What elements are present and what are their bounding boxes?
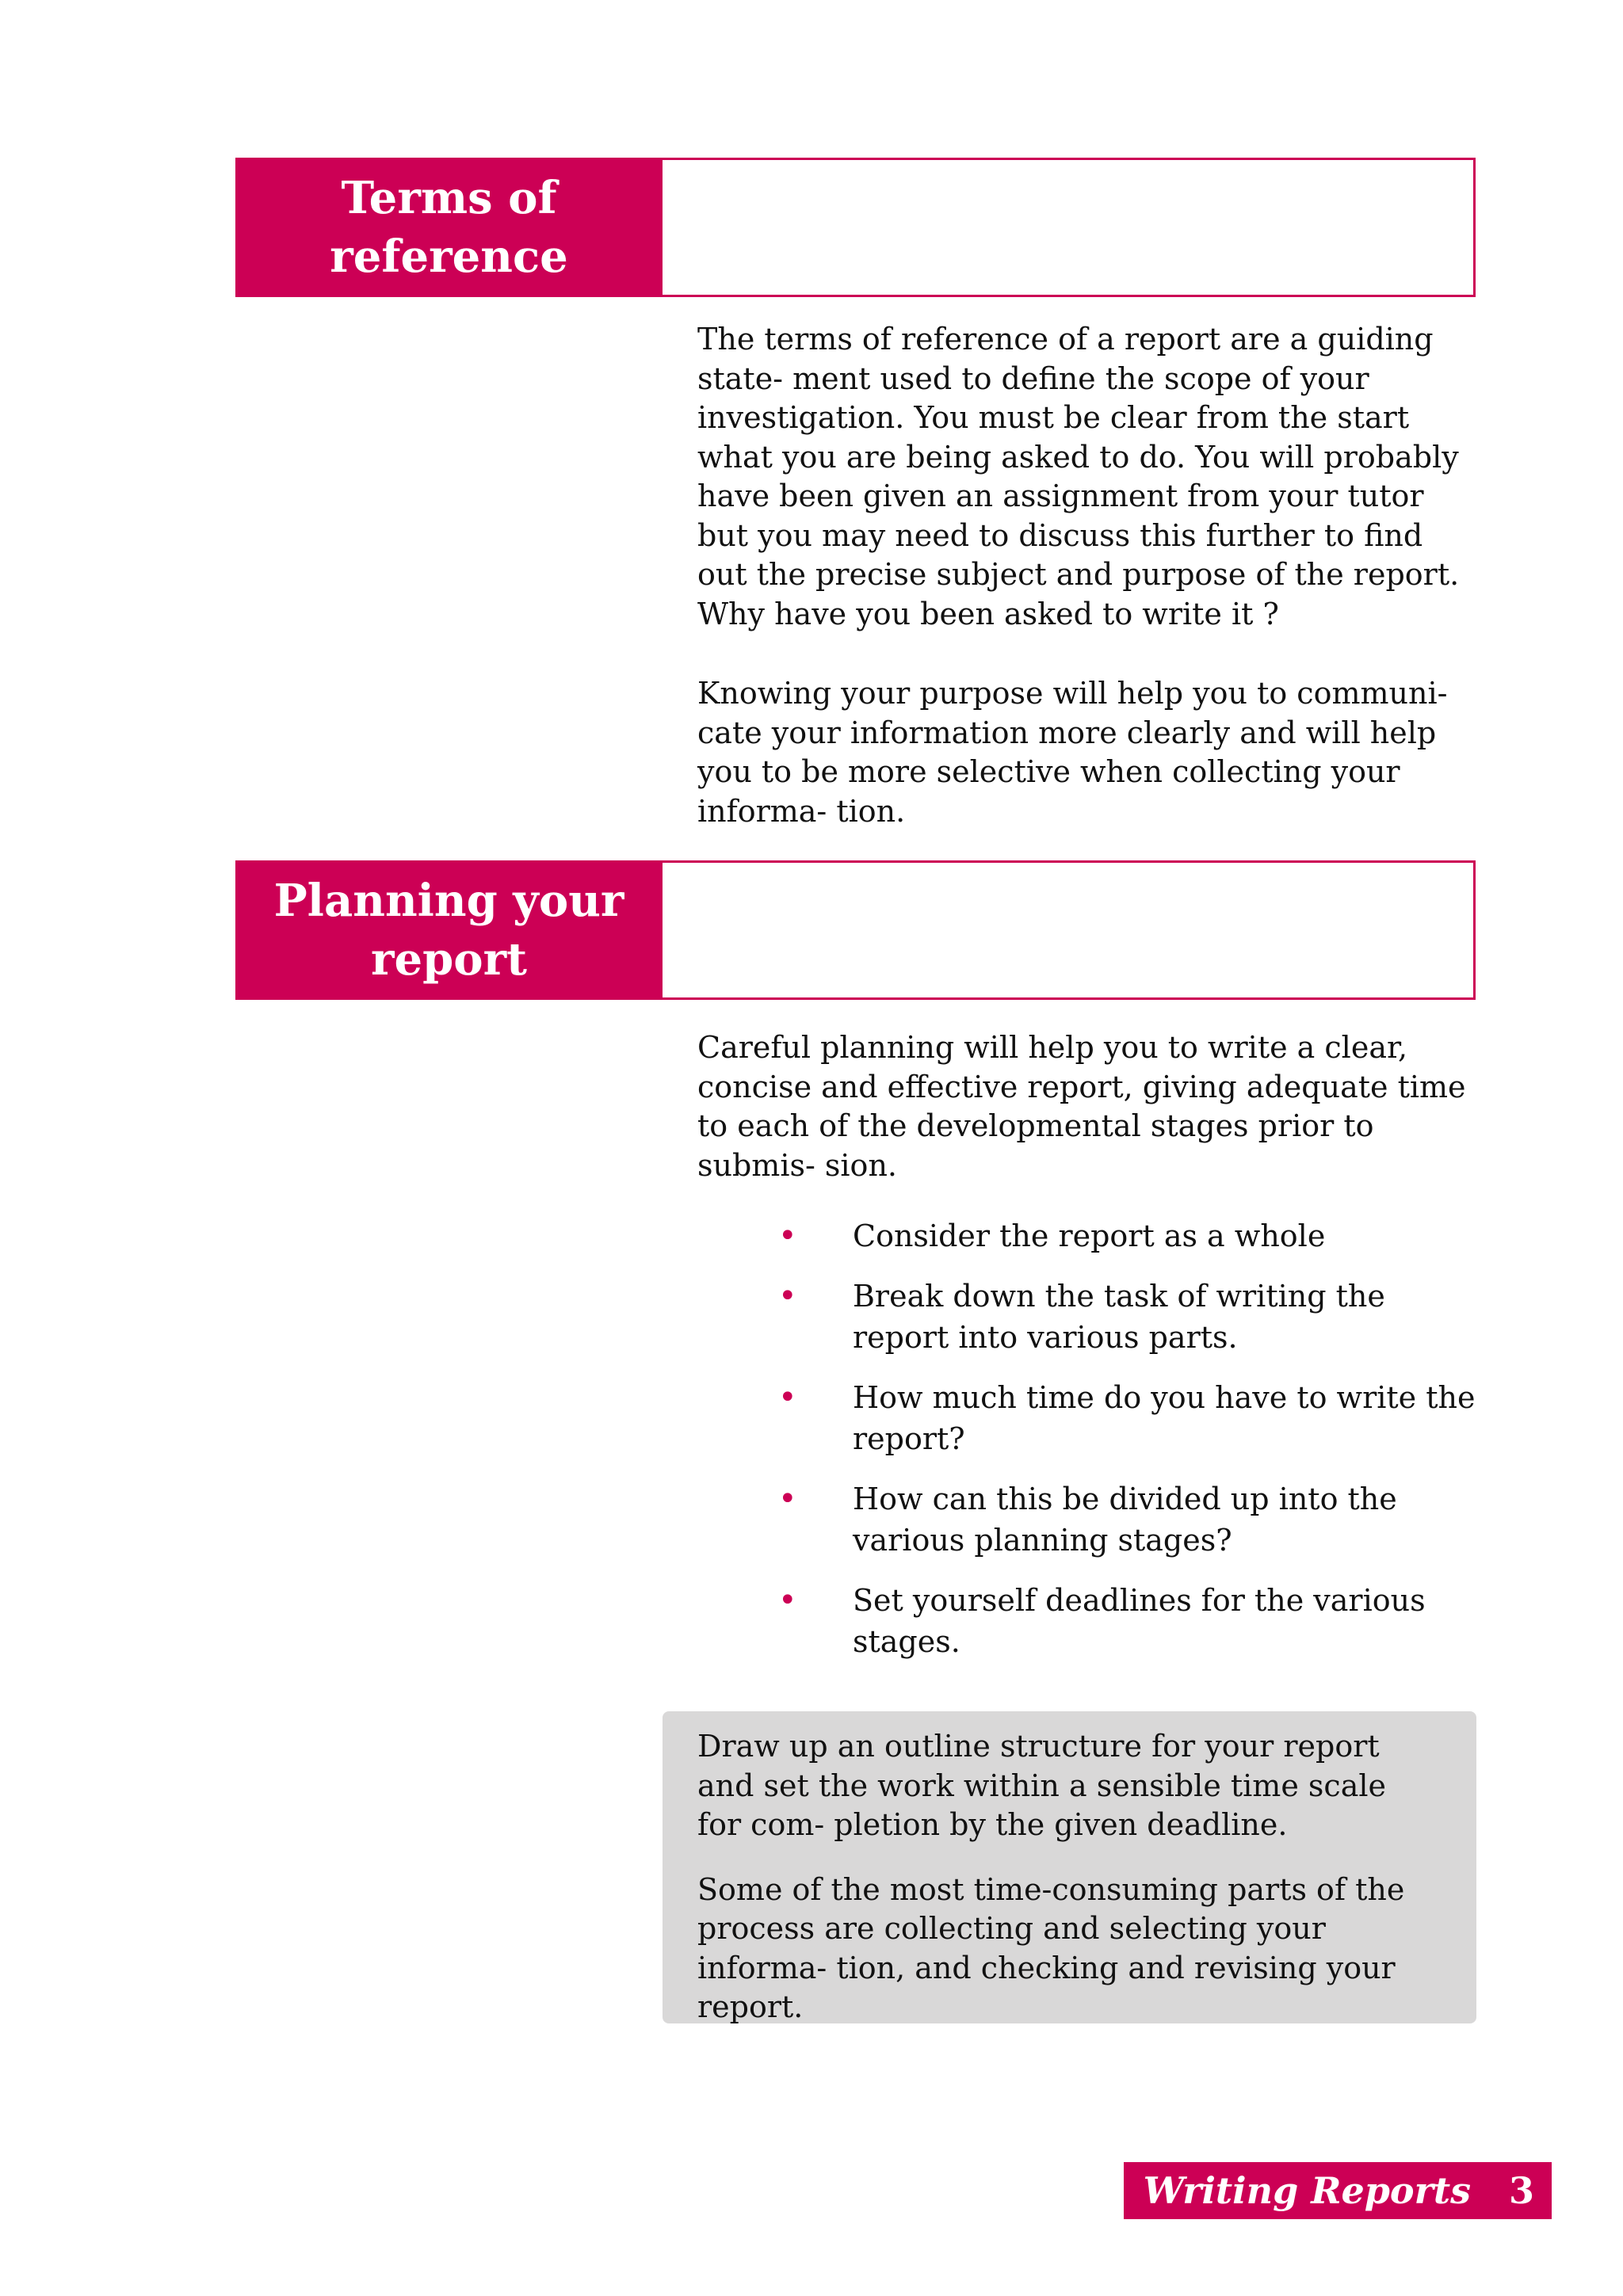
list-item-text: Set yourself deadlines for the various stages. [853,1583,1426,1659]
planning-bullet-list [777,1215,1478,1681]
section-title-line: Terms of [341,172,557,224]
list-item [777,1215,1478,1257]
section-title-line: Planning your [273,875,624,927]
footer-title: Writing Reports [1143,2169,1471,2212]
section-header-terms-of-reference [235,158,1476,297]
bullet-icon: • [778,1582,797,1619]
section-header-frame [663,860,1476,1000]
list-item-text: Break down the task of writing the report into various parts. [853,1279,1385,1355]
list-item [777,1377,1478,1459]
list-item [777,1580,1478,1662]
paragraph-text: Knowing your purpose will help you to communi- cate your information more clearly and will help you to be more selective when collecting your informa- tion. [697,676,1448,829]
bullet-icon: • [778,1379,797,1416]
section-header-frame [663,158,1476,297]
section-header-planning-your-report [235,860,1476,1000]
list-item-text: Consider the report as a whole [853,1219,1326,1253]
section-title-line: reference [330,231,568,283]
footer-badge [1124,2162,1552,2219]
list-item [777,1478,1478,1561]
body-paragraph [697,320,1478,634]
body-paragraph [697,674,1478,831]
paragraph-text: Careful planning will help you to write a clear, concise and effective report, giving adequate time to each of the developmental stages prior to submis- sion. [697,1030,1466,1183]
bullet-icon: • [778,1218,797,1254]
paragraph-text: The terms of reference of a report are a guiding state- ment used to define the scope of your investigation. You must be clear from the start what you are being asked to do. You will probably have been given an assignment from your tutor but you may need to discuss this further to find out the precise subject and purpose of the report. Why have you been asked to write it ? [697,322,1460,631]
note-paragraph: Draw up an outline structure for your report and set the work within a sensible time scale for com- pletion by the given deadline. [697,1729,1386,1842]
note-box [663,1711,1476,2023]
list-item-text: How can this be divided up into the various planning stages? [853,1482,1397,1558]
section-title-line: report [370,933,527,986]
bullet-icon: • [778,1278,797,1314]
list-item-text: How much time do you have to write the report? [853,1380,1476,1456]
page-number: 3 [1508,2169,1534,2212]
note-paragraph: Some of the most time-consuming parts of the process are collecting and selecting your informa- tion, and checking and revising your report. [697,1871,1405,2024]
section-title-box [235,860,663,1000]
section-title-box [235,158,663,297]
bullet-icon: • [778,1481,797,1517]
list-item [777,1276,1478,1358]
body-paragraph [697,1028,1478,1185]
